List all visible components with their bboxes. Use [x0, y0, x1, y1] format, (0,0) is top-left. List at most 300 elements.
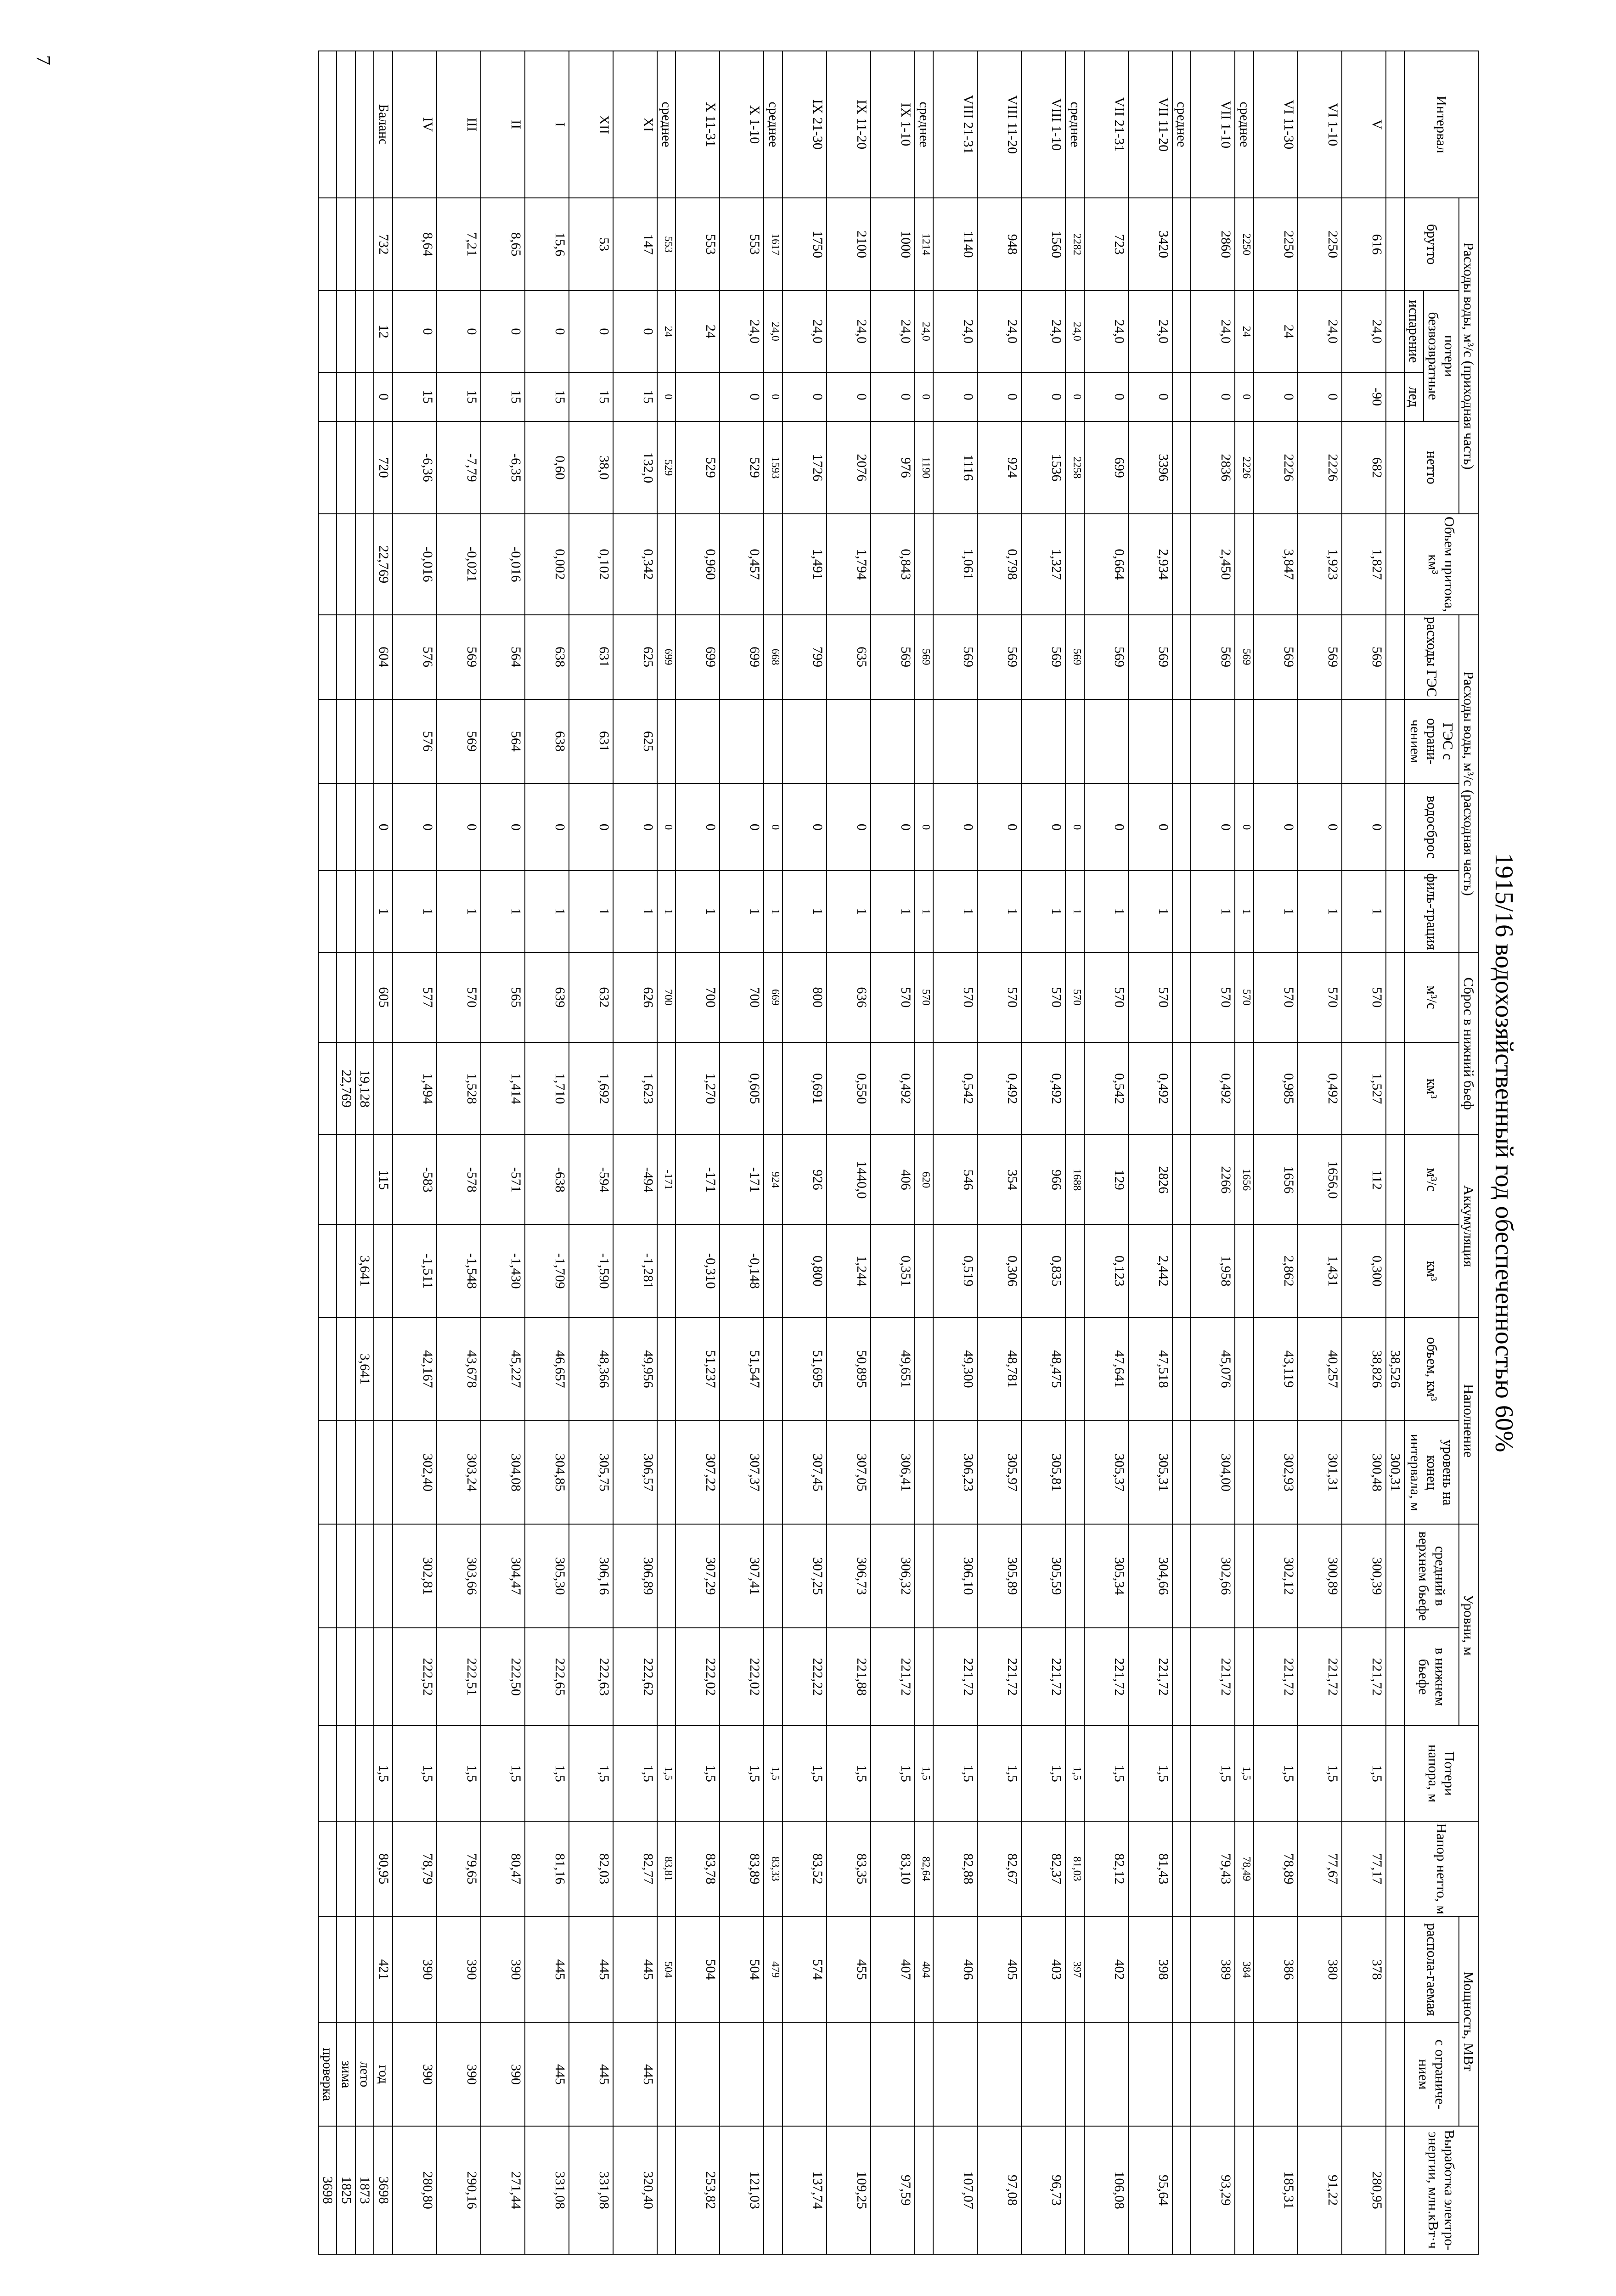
cell-q-down: 570	[1021, 952, 1065, 1042]
cell-acc-v: 0,300	[1342, 1225, 1386, 1317]
interval-cell: среднее	[657, 51, 676, 198]
cell-evap: 24,0	[1191, 291, 1235, 372]
cell-acc-v: -1,511	[393, 1225, 437, 1317]
cell-acc-q: -578	[437, 1135, 481, 1225]
cell-ice: 0	[933, 372, 977, 422]
header-discharge-m3s: м³/с	[1404, 952, 1459, 1042]
cell-q-down: 570	[915, 952, 934, 1042]
cell-head: 82,64	[915, 1821, 934, 1917]
cell-fill-l	[915, 1421, 934, 1524]
balance-row-4	[318, 51, 337, 2254]
cell-hpp-lim	[720, 699, 764, 784]
cell-inflow-vol: 1,794	[827, 514, 871, 614]
cell-loss: 1,5	[1235, 1726, 1254, 1821]
summary-value-1: 1873	[355, 2126, 374, 2254]
cell-spill: 0	[915, 783, 934, 871]
cell-netto: 2226	[1235, 422, 1254, 514]
cell-q-down: 632	[569, 952, 613, 1042]
cell-acc-q: 1656	[1235, 1135, 1254, 1225]
cell-netto: 2226	[1298, 422, 1342, 514]
cell-ice: 0	[827, 372, 871, 422]
cell-fill-l: 302,93	[1254, 1421, 1298, 1524]
cell-down: 222,51	[437, 1628, 481, 1726]
cell-hpp: 569	[1128, 615, 1172, 699]
table-row	[613, 51, 657, 2254]
cell-up: 307,25	[783, 1524, 827, 1627]
cell-down	[915, 1628, 934, 1726]
cell-p-lim	[915, 2023, 934, 2126]
cell-inflow-vol	[1235, 514, 1254, 614]
header-accum-m3s: м³/с	[1404, 1135, 1459, 1225]
cell-energy: 96,73	[1021, 2126, 1065, 2254]
cell-acc-q: -594	[569, 1135, 613, 1225]
cell-p-lim	[1128, 2023, 1172, 2126]
cell-v-down: 0,605	[720, 1042, 764, 1135]
summary-label-0: год	[374, 2023, 393, 2126]
cell-filt: 1	[676, 871, 720, 952]
cell-p-av: 403	[1021, 1916, 1065, 2022]
summary-value-0: 3698	[374, 2126, 393, 2254]
cell-head	[1172, 1821, 1191, 1917]
cell-inflow-vol: -0,016	[481, 514, 525, 614]
cell-v-down: 1,528	[437, 1042, 481, 1135]
cell-netto: 2836	[1191, 422, 1235, 514]
cell-p-lim	[657, 2023, 676, 2126]
table-row	[720, 51, 764, 2254]
cell-p-lim	[1342, 2023, 1386, 2126]
cell-spill: 0	[437, 783, 481, 871]
cell-evap: 24,0	[915, 291, 934, 372]
cell-acc-v	[1065, 1225, 1084, 1317]
cell-down: 222,52	[393, 1628, 437, 1726]
cell-acc-v: -0,148	[720, 1225, 764, 1317]
cell-head: 83,33	[764, 1821, 783, 1917]
cell-fill-v: 46,657	[525, 1317, 569, 1421]
balance-v-down-2: 22,769	[337, 1042, 355, 1135]
cell-up: 306,89	[613, 1524, 657, 1627]
cell-acc-v: -1,281	[613, 1225, 657, 1317]
header-fill-group: Наполнение	[1459, 1317, 1478, 1525]
cell-p-lim	[1084, 2023, 1128, 2126]
table-row	[871, 51, 915, 2254]
cell-up: 302,66	[1191, 1524, 1235, 1627]
table-row	[481, 51, 525, 2254]
cell-hpp: 631	[569, 615, 613, 699]
cell-fill-v	[915, 1317, 934, 1421]
cell-p-lim	[720, 2023, 764, 2126]
cell-q-down: 639	[525, 952, 569, 1042]
cell-p-lim	[783, 2023, 827, 2126]
cell-fill-v: 49,300	[933, 1317, 977, 1421]
interval-cell: VI 1-10	[1298, 51, 1342, 198]
cell-fill-v	[1065, 1317, 1084, 1421]
cell-netto: 2226	[1254, 422, 1298, 514]
summary-value-3: 3698	[318, 2126, 337, 2254]
table-row	[783, 51, 827, 2254]
header-evaporation: испарение	[1404, 291, 1424, 372]
cell-fill-l: 302,40	[393, 1421, 437, 1524]
cell-filt: 1	[1235, 871, 1254, 952]
cell-brutto: 2250	[1254, 198, 1298, 291]
cell-up: 304,66	[1128, 1524, 1172, 1627]
cell-inflow-vol: 3,847	[1254, 514, 1298, 614]
cell-loss: 1,5	[827, 1726, 871, 1821]
cell-fill-l: 307,37	[720, 1421, 764, 1524]
interval-cell: I	[525, 51, 569, 198]
cell-hpp: 569	[437, 615, 481, 699]
cell-hpp: 569	[933, 615, 977, 699]
cell-ice: 0	[1065, 372, 1084, 422]
cell-spill: 0	[613, 783, 657, 871]
water-balance-table	[318, 51, 1479, 2255]
cell-fill-v: 40,257	[1298, 1317, 1342, 1421]
cell-fill-v	[1172, 1317, 1191, 1421]
cell-ice: 15	[569, 372, 613, 422]
cell-inflow-vol: 0,664	[1084, 514, 1128, 614]
table-row	[933, 51, 977, 2254]
cell-energy	[657, 2126, 676, 2254]
cell-loss	[1172, 1726, 1191, 1821]
cell-acc-v: 2,862	[1254, 1225, 1298, 1317]
cell-fill-v: 47,518	[1128, 1317, 1172, 1421]
header-filtration: филь-трация	[1404, 871, 1459, 952]
header-hpp-flow: расходы ГЭС	[1404, 615, 1459, 699]
cell-hpp: 569	[1254, 615, 1298, 699]
cell-brutto: 2250	[1235, 198, 1254, 291]
cell-q-down: 700	[676, 952, 720, 1042]
cell-ice: 0	[1084, 372, 1128, 422]
cell-acc-q: -638	[525, 1135, 569, 1225]
cell-fill-v	[764, 1317, 783, 1421]
cell-v-down: 0,542	[933, 1042, 977, 1135]
cell-q-down: 570	[1084, 952, 1128, 1042]
cell-p-av: 455	[827, 1916, 871, 2022]
cell-v-down	[1065, 1042, 1084, 1135]
cell-spill: 0	[393, 783, 437, 871]
cell-hpp-lim: 638	[525, 699, 569, 784]
cell-fill-v: 48,475	[1021, 1317, 1065, 1421]
header-outflow-group: Расходы воды, м³/с (расходная часть)	[1459, 615, 1478, 952]
cell-evap: 24	[676, 291, 720, 372]
cell-brutto: 3420	[1128, 198, 1172, 291]
balance-body	[318, 51, 393, 2254]
table-row	[569, 51, 613, 2254]
cell-fill-l	[1065, 1421, 1084, 1524]
cell-acc-q: -171	[676, 1135, 720, 1225]
cell-ice: 0	[720, 372, 764, 422]
interval-cell: X 11-31	[676, 51, 720, 198]
cell-up: 306,32	[871, 1524, 915, 1627]
cell-fill-v: 49,956	[613, 1317, 657, 1421]
cell-acc-q: 1656,0	[1298, 1135, 1342, 1225]
cell-ice: 0	[657, 372, 676, 422]
cell-brutto: 948	[977, 198, 1021, 291]
cell-p-av: 390	[437, 1916, 481, 2022]
cell-spill: 0	[1021, 783, 1065, 871]
interval-cell: VII 21-31	[1084, 51, 1128, 198]
header-power-group: Мощность, МВт	[1459, 1916, 1478, 2126]
cell-acc-q: 129	[1084, 1135, 1128, 1225]
interval-cell: среднее	[764, 51, 783, 198]
cell-fill-l: 304,08	[481, 1421, 525, 1524]
cell-down	[1065, 1628, 1084, 1726]
cell-q-down: 570	[1342, 952, 1386, 1042]
cell-spill: 0	[1084, 783, 1128, 871]
summary-label-1: лето	[355, 2023, 374, 2126]
cell-fill-v: 45,227	[481, 1317, 525, 1421]
cell-acc-q: -571	[481, 1135, 525, 1225]
balance-v-down: 19,128	[355, 1042, 374, 1135]
cell-head: 80,47	[481, 1821, 525, 1917]
page-number: 7	[32, 55, 55, 65]
cell-brutto: 723	[1084, 198, 1128, 291]
cell-loss: 1,5	[481, 1726, 525, 1821]
summary-value-2: 1825	[337, 2126, 355, 2254]
cell-fill-l: 304,85	[525, 1421, 569, 1524]
cell-fill-v	[657, 1317, 676, 1421]
cell-down: 221,72	[1298, 1628, 1342, 1726]
table-row	[525, 51, 569, 2254]
cell-netto: 38,0	[569, 422, 613, 514]
cell-head: 77,17	[1342, 1821, 1386, 1917]
interval-cell: VIII 1-10	[1021, 51, 1065, 198]
cell-loss: 1,5	[569, 1726, 613, 1821]
summary-label-2: зима	[337, 2023, 355, 2126]
cell-down	[657, 1628, 676, 1726]
cell-p-av: 406	[933, 1916, 977, 2022]
cell-acc-v: 0,306	[977, 1225, 1021, 1317]
interval-cell: среднее	[915, 51, 934, 198]
cell-hpp-lim	[827, 699, 871, 784]
cell-filt: 1	[481, 871, 525, 952]
cell-ice: 0	[764, 372, 783, 422]
cell-evap: 24	[1235, 291, 1254, 372]
cell-energy: 95,64	[1128, 2126, 1172, 2254]
cell-fill-l: 305,97	[977, 1421, 1021, 1524]
cell-up	[1172, 1524, 1191, 1627]
cell-brutto: 1214	[915, 198, 934, 291]
cell-hpp: 699	[676, 615, 720, 699]
cell-energy: 107,07	[933, 2126, 977, 2254]
cell-ice	[1172, 372, 1191, 422]
cell-down: 221,72	[1084, 1628, 1128, 1726]
cell-fill-v: 50,895	[827, 1317, 871, 1421]
cell-filt: 1	[1065, 871, 1084, 952]
cell-spill: 0	[1128, 783, 1172, 871]
cell-netto: -6,36	[393, 422, 437, 514]
cell-v-down: 0,492	[1128, 1042, 1172, 1135]
interval-cell: VIII 21-31	[933, 51, 977, 198]
cell-hpp: 576	[393, 615, 437, 699]
cell-fill-v: 51,695	[783, 1317, 827, 1421]
cell-ice: 0	[977, 372, 1021, 422]
header-spillway: водосброс	[1404, 783, 1459, 871]
cell-down: 221,72	[1021, 1628, 1065, 1726]
cell-fill-v: 47,641	[1084, 1317, 1128, 1421]
table-row-average	[764, 51, 783, 2254]
cell-acc-v: -1,548	[437, 1225, 481, 1317]
table-row-average	[1235, 51, 1254, 2254]
cell-v-down	[1172, 1042, 1191, 1135]
cell-fill-v: 43,678	[437, 1317, 481, 1421]
cell-spill: 0	[1342, 783, 1386, 871]
cell-p-av: 504	[720, 1916, 764, 2022]
cell-loss: 1,5	[933, 1726, 977, 1821]
cell-acc-q: 926	[783, 1135, 827, 1225]
cell-fill-v: 48,781	[977, 1317, 1021, 1421]
cell-p-lim: 390	[437, 2023, 481, 2126]
cell-filt	[1172, 871, 1191, 952]
cell-v-down: 0,691	[783, 1042, 827, 1135]
cell-up: 302,12	[1254, 1524, 1298, 1627]
cell-inflow-vol	[1065, 514, 1084, 614]
cell-acc-q: 406	[871, 1135, 915, 1225]
cell-fill-l	[764, 1421, 783, 1524]
cell-hpp-lim: 625	[613, 699, 657, 784]
cell-evap: 24	[657, 291, 676, 372]
cell-down: 221,72	[1191, 1628, 1235, 1726]
cell-energy: 185,31	[1254, 2126, 1298, 2254]
cell-netto	[1172, 422, 1191, 514]
cell-up: 305,89	[977, 1524, 1021, 1627]
cell-v-down: 0,492	[871, 1042, 915, 1135]
cell-down: 222,50	[481, 1628, 525, 1726]
cell-acc-v: 1,431	[1298, 1225, 1342, 1317]
cell-p-av: 386	[1254, 1916, 1298, 2022]
cell-up	[1065, 1524, 1084, 1627]
cell-filt: 1	[915, 871, 934, 952]
balance-row-2	[355, 51, 374, 2254]
header-inflow-volume: Объем притока, км³	[1404, 514, 1478, 614]
cell-head: 82,37	[1021, 1821, 1065, 1917]
balance-evap: 12	[374, 291, 393, 372]
cell-netto: -6,35	[481, 422, 525, 514]
table-row	[1021, 51, 1065, 2254]
cell-energy: 331,08	[569, 2126, 613, 2254]
cell-loss: 1,5	[1342, 1726, 1386, 1821]
cell-spill: 0	[1235, 783, 1254, 871]
cell-head: 82,77	[613, 1821, 657, 1917]
balance-label: Баланс	[374, 51, 393, 198]
cell-p-lim	[933, 2023, 977, 2126]
cell-down: 221,72	[1254, 1628, 1298, 1726]
cell-acc-q: 924	[764, 1135, 783, 1225]
cell-p-lim	[977, 2023, 1021, 2126]
cell-p-lim	[1021, 2023, 1065, 2126]
cell-fill-l: 306,41	[871, 1421, 915, 1524]
cell-up: 306,73	[827, 1524, 871, 1627]
cell-acc-q	[1172, 1135, 1191, 1225]
cell-spill: 0	[764, 783, 783, 871]
cell-netto: 2258	[1065, 422, 1084, 514]
header-interval: Интервал	[1404, 51, 1478, 198]
interval-cell: VII 11-20	[1128, 51, 1172, 198]
cell-acc-q: 2826	[1128, 1135, 1172, 1225]
cell-hpp-lim	[1235, 699, 1254, 784]
cell-v-down: 1,270	[676, 1042, 720, 1135]
cell-p-av: 405	[977, 1916, 1021, 2022]
cell-fill-v	[1235, 1317, 1254, 1421]
interval-cell: III	[437, 51, 481, 198]
cell-head: 77,67	[1298, 1821, 1342, 1917]
cell-spill: 0	[1191, 783, 1235, 871]
cell-acc-q: -171	[657, 1135, 676, 1225]
cell-v-down: 1,494	[393, 1042, 437, 1135]
cell-hpp: 569	[1235, 615, 1254, 699]
cell-filt: 1	[437, 871, 481, 952]
cell-inflow-vol: 0,342	[613, 514, 657, 614]
cell-hpp: 799	[783, 615, 827, 699]
cell-evap: 24,0	[764, 291, 783, 372]
cell-acc-v: -1,709	[525, 1225, 569, 1317]
cell-energy: 121,03	[720, 2126, 764, 2254]
cell-head: 79,65	[437, 1821, 481, 1917]
interval-cell: среднее	[1172, 51, 1191, 198]
cell-hpp-lim	[1342, 699, 1386, 784]
table-body	[393, 51, 1405, 2254]
cell-hpp-lim	[657, 699, 676, 784]
cell-down: 221,72	[933, 1628, 977, 1726]
initial-fill-volume: 38,526	[1386, 1317, 1405, 1421]
cell-up: 306,16	[569, 1524, 613, 1627]
cell-netto: 0,60	[525, 422, 569, 514]
cell-netto: 529	[657, 422, 676, 514]
cell-fill-l: 303,24	[437, 1421, 481, 1524]
cell-fill-l: 305,81	[1021, 1421, 1065, 1524]
cell-filt: 1	[720, 871, 764, 952]
cell-up: 307,41	[720, 1524, 764, 1627]
table-row	[1128, 51, 1172, 2254]
cell-evap: 24,0	[1128, 291, 1172, 372]
cell-q-down: 570	[1298, 952, 1342, 1042]
cell-brutto: 2100	[827, 198, 871, 291]
cell-acc-v: -1,590	[569, 1225, 613, 1317]
cell-fill-l: 307,05	[827, 1421, 871, 1524]
cell-q-down: 800	[783, 952, 827, 1042]
cell-spill: 0	[1254, 783, 1298, 871]
header-discharge-group: Сброс в нижний бьеф	[1459, 952, 1478, 1135]
cell-inflow-vol: 1,827	[1342, 514, 1386, 614]
cell-energy: 106,08	[1084, 2126, 1128, 2254]
cell-evap: 24,0	[827, 291, 871, 372]
cell-q-down: 570	[1065, 952, 1084, 1042]
cell-acc-v: 0,800	[783, 1225, 827, 1317]
cell-energy: 280,80	[393, 2126, 437, 2254]
balance-q-down: 605	[374, 952, 393, 1042]
cell-acc-v	[1235, 1225, 1254, 1317]
cell-ice: 0	[1235, 372, 1254, 422]
cell-down: 221,72	[977, 1628, 1021, 1726]
cell-brutto: 2250	[1298, 198, 1342, 291]
header-net-head: Напор нетто, м	[1404, 1821, 1478, 1917]
cell-filt: 1	[569, 871, 613, 952]
cell-fill-l	[1172, 1421, 1191, 1524]
cell-ice: 0	[783, 372, 827, 422]
cell-hpp: 569	[977, 615, 1021, 699]
cell-hpp-lim	[915, 699, 934, 784]
cell-evap	[1172, 291, 1191, 372]
cell-ice: 0	[1254, 372, 1298, 422]
cell-brutto: 1560	[1021, 198, 1065, 291]
cell-brutto: 1750	[783, 198, 827, 291]
cell-p-av: 380	[1298, 1916, 1342, 2022]
table-row	[977, 51, 1021, 2254]
cell-hpp-lim	[676, 699, 720, 784]
cell-head: 82,03	[569, 1821, 613, 1917]
cell-brutto: 553	[720, 198, 764, 291]
cell-fill-l: 307,22	[676, 1421, 720, 1524]
table-row	[676, 51, 720, 2254]
